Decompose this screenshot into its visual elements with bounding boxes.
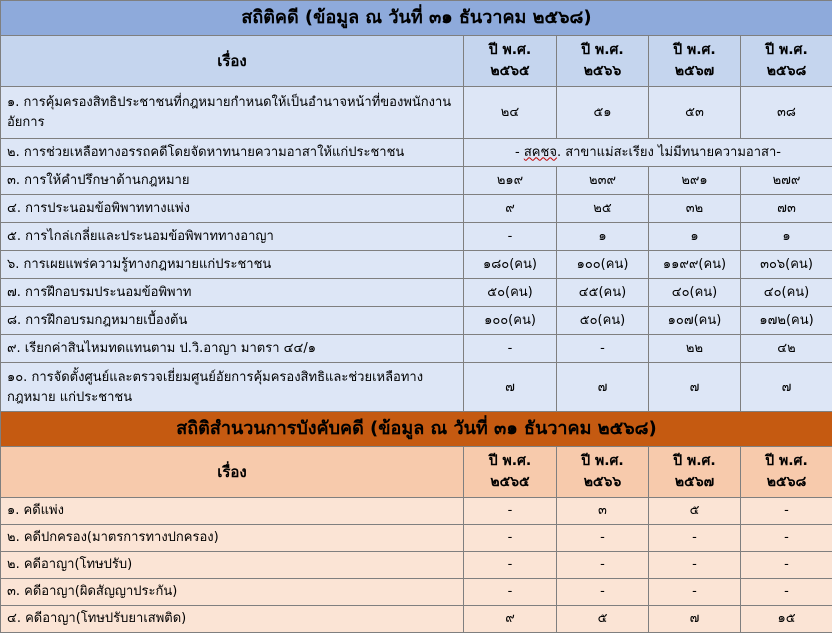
row-subject: ๒. คดีปกครอง(มาตรการทางปกครอง) [1, 525, 464, 552]
year-column-header: ปี พ.ศ. ๒๕๖๘ [741, 36, 832, 87]
row-value: ๕๓ [649, 87, 741, 139]
subject-column-header: เรื่อง [1, 447, 464, 498]
row-value: ๒๙๑ [649, 167, 741, 195]
row-subject: ๒. คดีอาญา(โทษปรับ) [1, 552, 464, 579]
row-value: ๕ [649, 498, 741, 525]
table-title: สถิติสำนวนการบังคับคดี (ข้อมูล ณ วันที่ ๓๑ ธันวาคม ๒๕๖๘) [1, 412, 832, 447]
row-value: ๗ [649, 363, 741, 414]
row-value: - [557, 525, 649, 552]
row-value: ๒๓๙ [557, 167, 649, 195]
row-subject: ๓. การให้คำปรึกษาด้านกฎหมาย [1, 167, 464, 195]
subject-column-header: เรื่อง [1, 36, 464, 87]
row-value: ๒๕ [557, 195, 649, 223]
row-value: ๑๑๙๙(คน) [649, 251, 741, 279]
row-value: ๑๘๐(คน) [464, 251, 557, 279]
row-value: ๑๗๒(คน) [741, 307, 832, 335]
row-value: ๒๒ [649, 335, 741, 363]
table-row [1, 167, 832, 195]
row-value: ๕๐(คน) [557, 307, 649, 335]
year-column-header: ปี พ.ศ. ๒๕๖๖ [557, 36, 649, 87]
row-value: - [464, 335, 557, 363]
row-value: ๗๓ [741, 195, 832, 223]
year-column-header: ปี พ.ศ. ๒๕๖๗ [649, 36, 741, 87]
table-row [1, 579, 832, 606]
row-value: - [649, 552, 741, 579]
row-subject: ๖. การเผยแพร่ความรู้ทางกฎหมายแก่ประชาชน [1, 251, 464, 279]
row-value: ๙ [464, 195, 557, 223]
row-value: ๔๒ [741, 335, 832, 363]
table-row [1, 335, 832, 363]
row-value: - [557, 552, 649, 579]
table-title: สถิติคดี (ข้อมูล ณ วันที่ ๓๑ ธันวาคม ๒๕๖๘) [1, 1, 832, 36]
row-value: ๑๐๗(คน) [649, 307, 741, 335]
row-value: - [741, 525, 832, 552]
row-value: - [464, 525, 557, 552]
table-row [1, 139, 832, 167]
table-row [1, 307, 832, 335]
row-value: - [741, 552, 832, 579]
table-row [1, 195, 832, 223]
row-value: - [464, 552, 557, 579]
table-row [1, 363, 832, 414]
row-subject: ๔. คดีอาญา(โทษปรับยาเสพติด) [1, 606, 464, 633]
row-subject: ๙. เรียกค่าสินไหมทดแทนตาม ป.วิ.อาญา มาตรา ๔๔/๑ [1, 335, 464, 363]
row-subject: ๒. การช่วยเหลือทางอรรถคดีโดยจัดหาทนายความอาสาให้แก่ประชาชน [1, 139, 464, 167]
row-value: - [741, 498, 832, 525]
row-value: - [557, 335, 649, 363]
table-row [1, 606, 832, 633]
row-value: ๓๘ [741, 87, 832, 139]
row-value: ๙ [464, 606, 557, 633]
row-value: ๑๕ [741, 606, 832, 633]
row-value: ๕๑ [557, 87, 649, 139]
row-subject: ๕. การไกล่เกลี่ยและประนอมข้อพิพาททางอาญา [1, 223, 464, 251]
table-title-row [1, 1, 832, 36]
row-value: ๔๐(คน) [741, 279, 832, 307]
year-column-header: ปี พ.ศ. ๒๕๖๗ [649, 447, 741, 498]
row-value: ๗ [464, 363, 557, 414]
table-header-row [1, 447, 832, 498]
table-row [1, 525, 832, 552]
row-subject: ๓. คดีอาญา(ผิดสัญญาประกัน) [1, 579, 464, 606]
table-header-row [1, 36, 832, 87]
row-value: ๑ [741, 223, 832, 251]
row-value: ๗ [649, 606, 741, 633]
table-title-row [1, 412, 832, 447]
row-value: - [649, 579, 741, 606]
row-value: ๓๒ [649, 195, 741, 223]
year-column-header: ปี พ.ศ. ๒๕๖๖ [557, 447, 649, 498]
row-value: ๗ [557, 363, 649, 414]
row-value: ๓๐๖(คน) [741, 251, 832, 279]
row-subject: ๑. คดีแพ่ง [1, 498, 464, 525]
row-subject: ๔. การประนอมข้อพิพาททางแพ่ง [1, 195, 464, 223]
row-value: ๗ [741, 363, 832, 414]
row-value: ๕๐(คน) [464, 279, 557, 307]
row-subject: ๘. การฝึกอบรมกฎหมายเบื้องต้น [1, 307, 464, 335]
row-value: ๔๕(คน) [557, 279, 649, 307]
row-value: ๑ [557, 223, 649, 251]
row-value: - [464, 498, 557, 525]
row-value: - [464, 223, 557, 251]
row-subject: ๗. การฝึกอบรมประนอมข้อพิพาท [1, 279, 464, 307]
row-value: - [649, 525, 741, 552]
year-column-header: ปี พ.ศ. ๒๕๖๘ [741, 447, 832, 498]
row-value: ๒๔ [464, 87, 557, 139]
row-value: - [464, 579, 557, 606]
row-value: ๑๐๐(คน) [464, 307, 557, 335]
row-value: ๑๐๐(คน) [557, 251, 649, 279]
row-value: ๔๐(คน) [649, 279, 741, 307]
table-row [1, 552, 832, 579]
table-row [1, 498, 832, 525]
row-value: ๑ [649, 223, 741, 251]
row-subject: ๑๐. การจัดตั้งศูนย์และตรวจเยี่ยมศูนย์อัยการคุ้มครองสิทธิและช่วยเหลือทางกฎหมาย แก่ประชาชน [1, 363, 464, 414]
table-row [1, 279, 832, 307]
row-value: ๒๗๙ [741, 167, 832, 195]
table-row [1, 87, 832, 139]
row-note: - สคชจ. สาขาแม่สะเรียง ไม่มีทนายความอาสา- [464, 139, 832, 167]
row-value: - [741, 579, 832, 606]
year-column-header: ปี พ.ศ. ๒๕๖๕ [464, 36, 557, 87]
enforcement-statistics-table [0, 411, 832, 633]
table-row [1, 223, 832, 251]
row-value: ๓ [557, 498, 649, 525]
table-row [1, 251, 832, 279]
row-value: ๒๑๙ [464, 167, 557, 195]
year-column-header: ปี พ.ศ. ๒๕๖๕ [464, 447, 557, 498]
row-value: - [557, 579, 649, 606]
row-value: ๕ [557, 606, 649, 633]
row-subject: ๑. การคุ้มครองสิทธิประชาชนที่กฎหมายกำหนดให้เป็นอำนาจหน้าที่ของพนักงานอัยการ [1, 87, 464, 139]
